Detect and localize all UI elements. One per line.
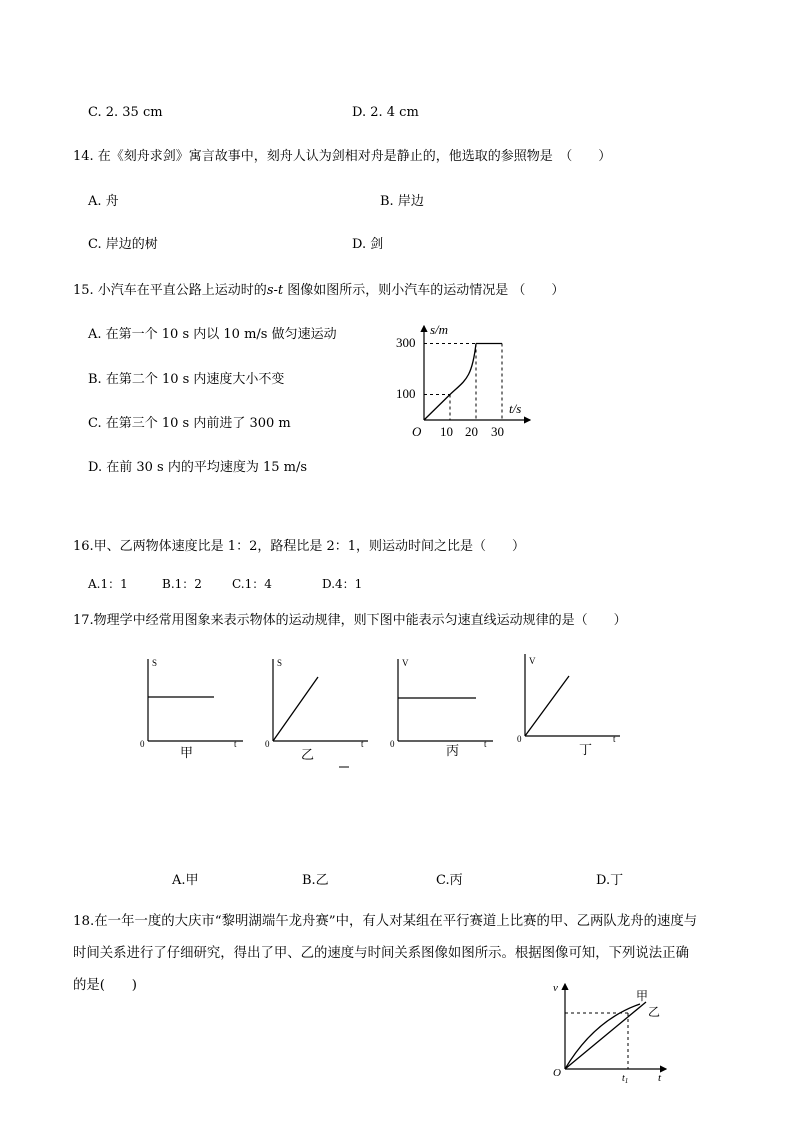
option-d: D.4：1 [322,577,363,591]
question-16-stem: 16.甲、乙两物体速度比是 1：2，路程比是 2：1，则运动时间之比是（ ） [73,539,526,554]
y-axis-label: s/m [430,322,449,337]
option-b: B.乙 [302,873,329,888]
y-label: S [277,658,283,668]
origin-label: O [553,1067,561,1079]
x-tick-30: 30 [491,424,504,439]
y-label: V [529,656,536,666]
line-jia [565,1002,646,1069]
option-c: C. 岸边的树 [88,237,158,252]
graph-bing [388,655,503,760]
question-15-stem [73,284,564,297]
option-b: B.1：2 [162,577,202,591]
stem-variable: s-t [266,283,284,298]
graph-name: 乙 [301,747,315,762]
t1-label: $t_1$ [622,1073,629,1085]
sloped-line [525,676,569,736]
option-d: D. 2. 4 cm [352,105,419,120]
graph-yi [263,655,378,770]
origin-label: 0 [265,739,270,749]
origin-label: 0 [390,739,395,749]
y-label: S [152,658,158,668]
x-label: t [613,734,616,744]
question-18-stem-line2: 时间关系进行了仔细研究，得出了甲、乙的速度与时间关系图像如图所示。根据图像可知，下列说法正确 [73,946,689,961]
option-a: A.甲 [172,873,199,888]
origin-label: O [412,424,422,439]
question-14-stem: 14. 在《刻舟求剑》寓言故事中，刻舟人认为剑相对舟是静止的，他选取的参照物是 （ ） [73,149,612,164]
series-segment-2 [450,344,476,395]
x-axis-label: t [658,1072,662,1084]
x-axis-label: t/s [509,401,522,416]
option-c: C. 在第三个 10 s 内前进了 300 m [88,416,291,431]
option-c: C. 2. 35 cm [88,105,163,120]
option-b: B. 岸边 [380,194,424,209]
y-tick-100: 100 [396,386,416,401]
x-tick-20: 20 [465,424,478,439]
option-a: A. 舟 [88,194,119,209]
question-18-stem-line3: 的是( ) [73,978,138,993]
y-tick-300: 300 [396,335,416,350]
option-a: A. 在第一个 10 s 内以 10 m/s 做匀速运动 [88,327,337,342]
sloped-line [273,677,318,741]
x-label: t [484,739,487,749]
question-17-stem: 17.物理学中经常用图象来表示物体的运动规律，则下图中能表示匀速直线运动规律的是（ ） [73,613,627,628]
x-label: t [234,739,237,749]
graph-name: 丁 [579,742,593,757]
graph-ding [515,650,630,755]
graph-jia [138,655,253,760]
option-a: A.1：1 [88,577,128,591]
option-c: C.1：4 [232,577,272,591]
origin-label: 0 [517,734,522,744]
x-label: t [361,739,364,749]
option-d: D.丁 [596,873,624,888]
graph-name: 丙 [446,743,460,758]
origin-label: 0 [140,739,145,749]
stem-text: 图像如图所示，则小汽车的运动情况是 （ ） [283,283,565,298]
option-d: D. 在前 30 s 内的平均速度为 15 m/s [88,460,308,475]
y-axis-label: v [553,982,558,994]
graph-name: 甲 [180,745,194,760]
vt-graph [548,980,678,1086]
stem-text: 15. 小汽车在平直公路上运动时的 [73,283,267,298]
st-graph [390,318,540,443]
y-label: V [402,658,409,668]
option-d: D. 剑 [352,237,384,252]
series-segment-1 [424,395,450,421]
question-18-stem-line1: 18.在一年一度的大庆市“黎明湖端午龙舟赛”中，有人对某组在平行赛道上比赛的甲、乙两队龙舟的速度与 [73,914,698,929]
yi-label: 乙 [648,1005,661,1019]
option-b: B. 在第二个 10 s 内速度大小不变 [88,372,285,387]
jia-label: 甲 [636,989,649,1003]
x-tick-10: 10 [440,424,453,439]
option-c: C.丙 [436,873,463,888]
